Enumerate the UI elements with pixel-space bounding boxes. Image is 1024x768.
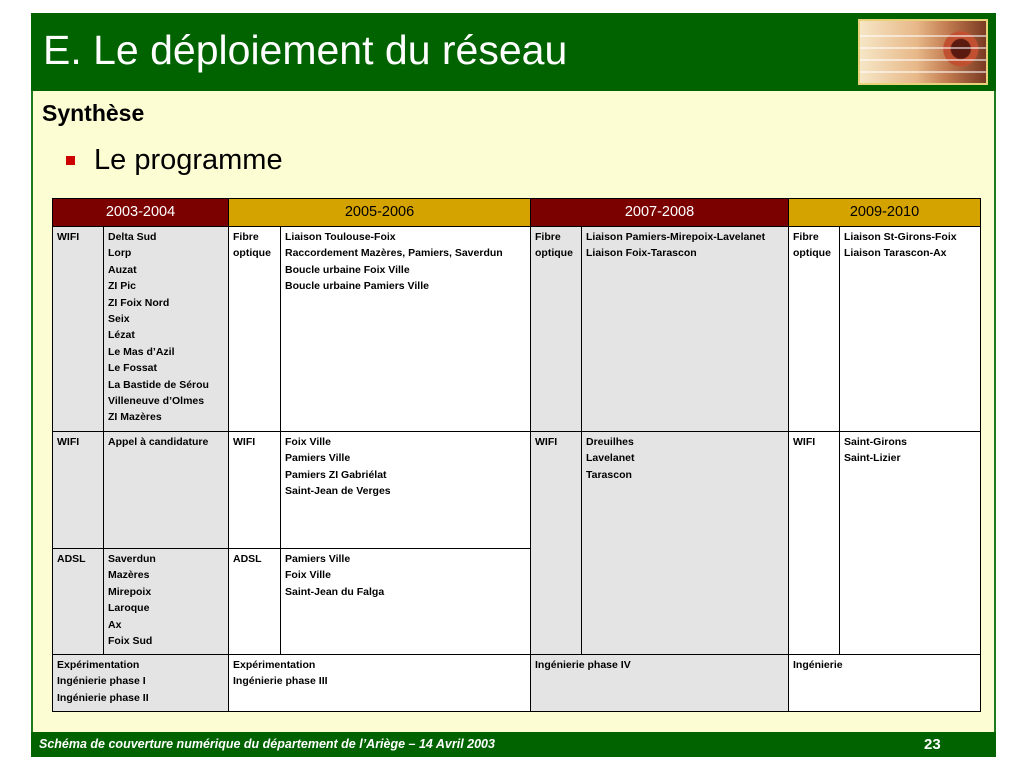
page-number: 23	[924, 736, 941, 753]
locations-cell: Pamiers Ville Foix Ville Saint-Jean du Falga	[281, 549, 531, 655]
slide-title: E. Le déploiement du réseau	[43, 27, 568, 73]
tech-cell: Fibre optique	[789, 227, 840, 432]
bullet-text: Le programme	[94, 143, 283, 176]
footer-text: Schéma de couverture numérique du département de l’Ariège – 14 Avril 2003	[39, 737, 495, 751]
locations-cell: Liaison Toulouse-Foix Raccordement Mazères, Pamiers, Saverdun Boucle urbaine Foix Ville Boucle urbaine Pamiers Ville	[281, 227, 531, 432]
table-row	[53, 432, 981, 549]
table-row	[53, 227, 981, 432]
engineering-cell: Ingénierie phase IV	[531, 655, 789, 712]
period-header: 2009-2010	[789, 199, 981, 227]
period-header: 2005-2006	[229, 199, 531, 227]
engineering-cell: Expérimentation Ingénierie phase III	[229, 655, 531, 712]
tech-cell: Fibre optique	[531, 227, 582, 432]
table-header-row	[53, 199, 981, 227]
locations-cell: Appel à candidature	[104, 432, 229, 549]
locations-cell: Foix Ville Pamiers Ville Pamiers ZI Gabriélat Saint-Jean de Verges	[281, 432, 531, 549]
locations-cell: Liaison Pamiers-Mirepoix-Lavelanet Liaison Foix-Tarascon	[582, 227, 789, 432]
locations-cell: Liaison St-Girons-Foix Liaison Tarascon-Ax	[840, 227, 981, 432]
title-bar	[31, 13, 996, 91]
tech-cell: ADSL	[229, 549, 281, 655]
locations-cell: Delta Sud Lorp Auzat ZI Pic ZI Foix Nord Seix Lézat Le Mas d’Azil Le Fossat La Bastide de Sérou Villeneuve d’Olmes ZI Mazères	[104, 227, 229, 432]
square-bullet-icon	[66, 156, 75, 165]
tech-cell: Fibre optique	[229, 227, 281, 432]
section-subtitle: Synthèse	[42, 100, 145, 126]
locations-cell: Dreuilhes Lavelanet Tarascon	[582, 432, 789, 655]
tech-cell: WIFI	[53, 432, 104, 549]
table-row	[53, 655, 981, 712]
engineering-cell: Expérimentation Ingénierie phase I Ingénierie phase II	[53, 655, 229, 712]
locations-cell: Saverdun Mazères Mirepoix Laroque Ax Foix Sud	[104, 549, 229, 655]
tech-cell: WIFI	[789, 432, 840, 655]
tech-cell: WIFI	[229, 432, 281, 549]
period-header: 2003-2004	[53, 199, 229, 227]
programme-table	[52, 198, 981, 712]
eye-logo-image	[858, 19, 988, 85]
engineering-cell: Ingénierie	[789, 655, 981, 712]
period-header: 2007-2008	[531, 199, 789, 227]
bullet-item	[66, 140, 283, 180]
footer-bar	[31, 732, 996, 757]
tech-cell: WIFI	[531, 432, 582, 655]
tech-cell: ADSL	[53, 549, 104, 655]
tech-cell: WIFI	[53, 227, 104, 432]
locations-cell: Saint-Girons Saint-Lizier	[840, 432, 981, 655]
